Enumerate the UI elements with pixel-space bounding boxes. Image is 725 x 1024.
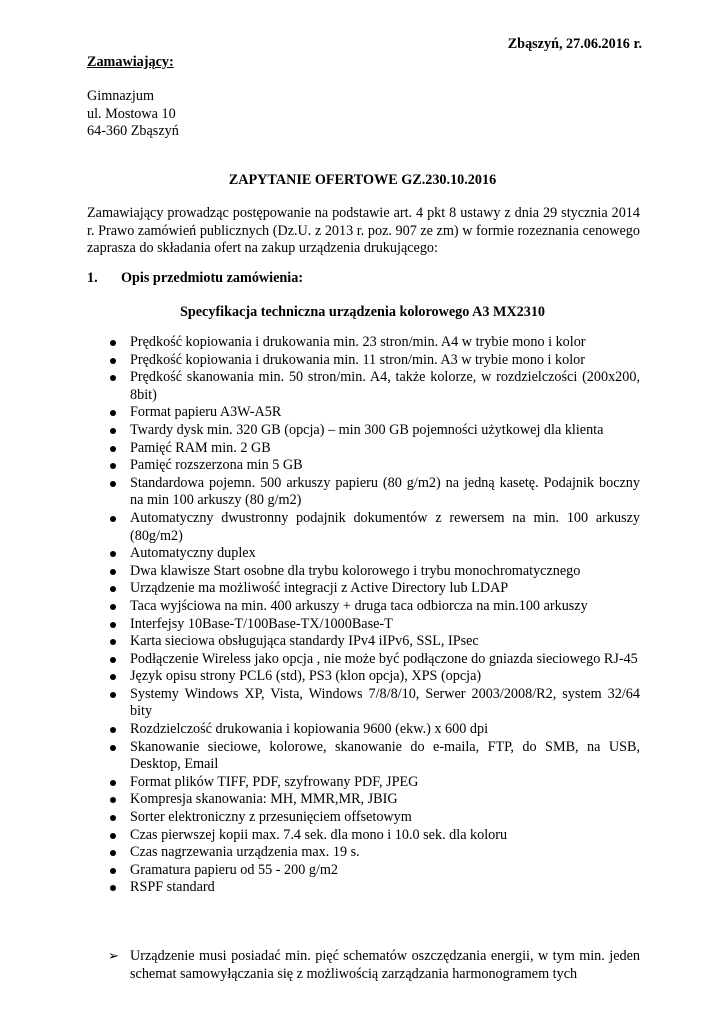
spec-item: Taca wyjściowa na min. 400 arkuszy + druga taca odbiorcza na min.100 arkuszy: [108, 598, 640, 616]
spec-item: Prędkość kopiowania i drukowania min. 23 stron/min. A4 w trybie mono i kolor: [108, 334, 640, 352]
spec-item: Prędkość skanowania min. 50 stron/min. A4, także kolorze, w rozdzielczości (200x200, 8bit): [108, 369, 640, 404]
section-title: Opis przedmiotu zamówienia:: [121, 270, 304, 286]
spec-item: Systemy Windows XP, Vista, Windows 7/8/8/10, Serwer 2003/2008/R2, system 32/64 bity: [108, 686, 640, 721]
spec-item: Podłączenie Wireless jako opcja , nie może być podłączone do gniazda sieciowego RJ-45: [108, 651, 640, 669]
spec-item: Format papieru A3W-A5R: [108, 404, 640, 422]
spec-item: Dwa klawisze Start osobne dla trybu kolorowego i trybu monochromatycznego: [108, 563, 640, 581]
spec-title: Specyfikacja techniczna urządzenia kolorowego A3 MX2310: [179, 304, 546, 320]
spec-item: RSPF standard: [108, 879, 640, 897]
spec-item: Urządzenie ma możliwość integracji z Active Directory lub LDAP: [108, 580, 640, 598]
requirement-item: [108, 948, 640, 983]
spec-item: Pamięć RAM min. 2 GB: [108, 440, 640, 458]
spec-item: Rozdzielczość drukowania i kopiowania 9600 (ekw.) x 600 dpi: [108, 721, 640, 739]
spec-item: Skanowanie sieciowe, kolorowe, skanowanie do e-maila, FTP, do SMB, na USB, Desktop, Email: [108, 739, 640, 774]
spec-item: Język opisu strony PCL6 (std), PS3 (klon opcja), XPS (opcja): [108, 668, 640, 686]
spec-item: Format plików TIFF, PDF, szyfrowany PDF, JPEG: [108, 774, 640, 792]
document-date: Zbąszyń, 27.06.2016 r.: [507, 36, 642, 52]
spec-item: Twardy dysk min. 320 GB (opcja) – min 300 GB pojemności użytkowej dla klienta: [108, 422, 640, 440]
intro-paragraph: Zamawiający prowadząc postępowanie na podstawie art. 4 pkt 8 ustawy z dnia 29 stycznia 2014 r. Prawo zamówień publicznych (Dz.U. z 2013 r. poz. 907 ze zm) w formie rozeznania cenowego zaprasza do składania ofert na zakup urządzenia drukującego:: [87, 205, 640, 257]
spec-item: Standardowa pojemn. 500 arkuszy papieru (80 g/m2) na jedną kasetę. Podajnik boczny na min 100 arkuszy (80 g/m2): [108, 475, 640, 510]
spec-item: Pamięć rozszerzona min 5 GB: [108, 457, 640, 475]
orderer-label: Zamawiający:: [87, 54, 174, 70]
arrow-bullet-icon: ➢: [108, 949, 119, 964]
spec-item: Prędkość kopiowania i drukowania min. 11 stron/min. A3 w trybie mono i kolor: [108, 352, 640, 370]
section-heading: [87, 270, 303, 288]
address-line: 64-360 Zbąszyń: [87, 123, 179, 140]
address-line: ul. Mostowa 10: [87, 105, 176, 122]
document-title: ZAPYTANIE OFERTOWE GZ.230.10.2016: [228, 172, 497, 188]
spec-list: [108, 334, 640, 897]
spec-item: Automatyczny dwustronny podajnik dokumentów z rewersem na min. 100 arkuszy (80g/m2): [108, 510, 640, 545]
address-line: Gimnazjum: [87, 88, 154, 104]
spec-item: Gramatura papieru od 55 - 200 g/m2: [108, 862, 640, 880]
section-number: 1.: [87, 270, 98, 286]
spec-item: Karta sieciowa obsługująca standardy IPv4 iIPv6, SSL, IPsec: [108, 633, 640, 651]
spec-item: Czas nagrzewania urządzenia max. 19 s.: [108, 844, 640, 862]
requirement-text: Urządzenie musi posiadać min. pięć schematów oszczędzania energii, w tym min. jeden schemat samowyłączania się z możliwością zarządzania harmonogramem tych: [130, 948, 640, 982]
spec-item: Automatyczny duplex: [108, 545, 640, 563]
spec-item: Kompresja skanowania: MH, MMR,MR, JBIG: [108, 791, 640, 809]
spec-item: Sorter elektroniczny z przesunięciem offsetowym: [108, 809, 640, 827]
spec-item: Interfejsy 10Base-T/100Base-TX/1000Base-T: [108, 616, 640, 634]
spec-item: Czas pierwszej kopii max. 7.4 sek. dla mono i 10.0 sek. dla koloru: [108, 827, 640, 845]
orderer-address: [87, 88, 179, 141]
